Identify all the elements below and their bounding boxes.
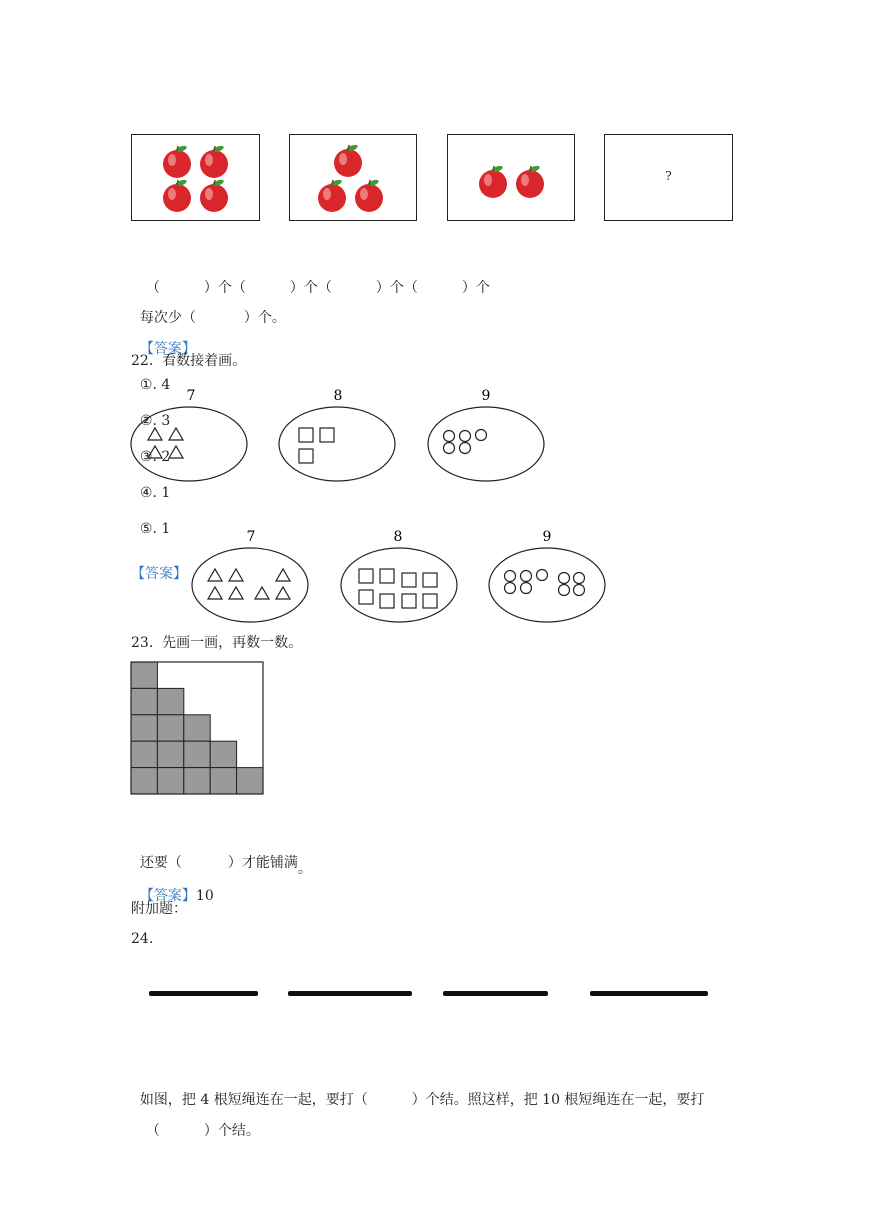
apple-icon: [163, 179, 191, 212]
filled-square: [131, 741, 157, 767]
answer-number-8: 8: [393, 529, 403, 545]
q24-number: 24.: [131, 931, 154, 947]
apple-box-2: [289, 134, 417, 221]
triangle-shape: [276, 587, 290, 599]
answer-3: ③. 2: [139, 449, 171, 465]
triangle-shape: [276, 569, 290, 581]
apple-icon: [200, 145, 228, 178]
circle-shape: [505, 583, 516, 594]
triangle-shape: [169, 428, 183, 440]
filled-square: [210, 768, 236, 794]
filled-square: [157, 741, 183, 767]
rope-segment-2: [288, 991, 412, 996]
apple-icon: [516, 165, 544, 198]
apple-group-4: [132, 135, 259, 220]
q24-text-1: ）个结。照这样，把 10 根短绳连在一起，要打: [411, 1092, 705, 1108]
rope-segment-3: [443, 991, 548, 996]
rope-segment-1: [149, 991, 258, 996]
square-shape: [423, 594, 437, 608]
circle-shape: [444, 443, 455, 454]
circle-shape: [521, 571, 532, 582]
circle-shape: [574, 573, 585, 584]
q22-answer-label: 【答案】: [131, 566, 187, 582]
circle-shape: [521, 583, 532, 594]
circle-shape: [505, 571, 516, 582]
q24-text-3: ）个结。: [203, 1123, 260, 1139]
q23-question: [131, 836, 312, 877]
q22-title: 22. 看数接着画。: [131, 353, 247, 369]
question-mark: ?: [665, 169, 672, 183]
q24-text-0: 如图，把 4 根短绳连在一起，要打（: [139, 1092, 368, 1108]
circle-shape: [460, 431, 471, 442]
square-shape: [299, 428, 313, 442]
apple-icon: [355, 179, 383, 212]
triangle-shape: [148, 446, 162, 458]
filled-square: [131, 662, 157, 688]
triangle-shape: [229, 569, 243, 581]
filled-square: [131, 768, 157, 794]
apple-icon: [200, 179, 228, 212]
triangle-shape: [208, 587, 222, 599]
answer-4: ④. 1: [139, 485, 171, 501]
answer-label: 【答案】: [139, 341, 196, 357]
apple-icon: [334, 144, 362, 177]
circle-shape: [574, 585, 585, 596]
q23-text-2: 。: [297, 861, 312, 877]
square-shape: [402, 594, 416, 608]
number-9: 9: [481, 388, 491, 404]
apple-box-unknown: [604, 134, 733, 221]
square-shape: [359, 569, 373, 583]
apple-icon: [163, 145, 191, 178]
answer-1: ①. 4: [139, 377, 171, 393]
apple-box-1: [131, 134, 260, 221]
blank-text-0: （: [145, 280, 160, 296]
filled-square: [237, 768, 263, 794]
filled-square: [157, 768, 183, 794]
triangle-shape: [255, 587, 269, 599]
q24-text-2: （: [145, 1123, 160, 1139]
apple-group-2: [448, 135, 574, 220]
square-shape: [380, 594, 394, 608]
q24-line2: [137, 1104, 260, 1140]
triangle-shape: [229, 587, 243, 599]
each-less-text-1: ）个。: [243, 310, 286, 326]
answer-oval-squares: [341, 548, 457, 622]
q23-text-0: 还要（: [139, 855, 182, 871]
q22-question-figure: [125, 382, 555, 487]
answer-5: ⑤. 1: [139, 521, 171, 537]
filled-square: [184, 715, 210, 741]
circle-shape: [444, 431, 455, 442]
apple-box-3: [447, 134, 575, 221]
circle-shape: [559, 585, 570, 596]
filled-square: [184, 741, 210, 767]
apple-icon: [318, 179, 346, 212]
apple-group-3: [290, 135, 416, 220]
apple-icon: [479, 165, 507, 198]
filled-square: [210, 741, 236, 767]
triangle-shape: [148, 428, 162, 440]
circle-shape: [460, 443, 471, 454]
number-8: 8: [333, 388, 343, 404]
filled-square: [131, 715, 157, 741]
number-7: 7: [186, 388, 196, 404]
extra-title: 附加题：: [131, 901, 187, 917]
q23-title: 23. 先画一画，再数一数。: [131, 635, 303, 651]
q22-answer-figure: [190, 524, 610, 628]
circle-shape: [559, 573, 570, 584]
q23-text-1: ）才能铺满: [227, 855, 298, 871]
rope-segment-4: [590, 991, 708, 996]
filled-square: [157, 715, 183, 741]
answer-number-9: 9: [542, 529, 552, 545]
answer-number-7: 7: [246, 529, 256, 545]
blank-text-2: ）个（: [289, 280, 332, 296]
oval-squares: [279, 407, 395, 481]
q23-answer-label: 【答案】: [139, 888, 196, 904]
circle-shape: [537, 570, 548, 581]
square-shape: [423, 573, 437, 587]
square-shape: [320, 428, 334, 442]
square-shape: [359, 590, 373, 604]
filled-square: [157, 688, 183, 714]
square-shape: [380, 569, 394, 583]
triangle-shape: [208, 569, 222, 581]
blank-text-4: ）个: [461, 280, 490, 296]
oval-triangles: [131, 407, 247, 481]
answer-2: ②. 3: [139, 413, 171, 429]
filled-square: [131, 688, 157, 714]
square-shape: [402, 573, 416, 587]
each-less-text-0: 每次少（: [139, 310, 196, 326]
staircase-grid: [130, 661, 266, 797]
blank-text-1: ）个（: [203, 280, 246, 296]
triangle-shape: [169, 446, 183, 458]
filled-square: [184, 768, 210, 794]
answer-oval-triangles: [192, 548, 308, 622]
blank-text-3: ）个（: [375, 280, 418, 296]
circle-shape: [476, 430, 487, 441]
square-shape: [299, 449, 313, 463]
q23-answer-value: 10: [195, 888, 214, 904]
answer-oval-circles: [489, 548, 605, 622]
